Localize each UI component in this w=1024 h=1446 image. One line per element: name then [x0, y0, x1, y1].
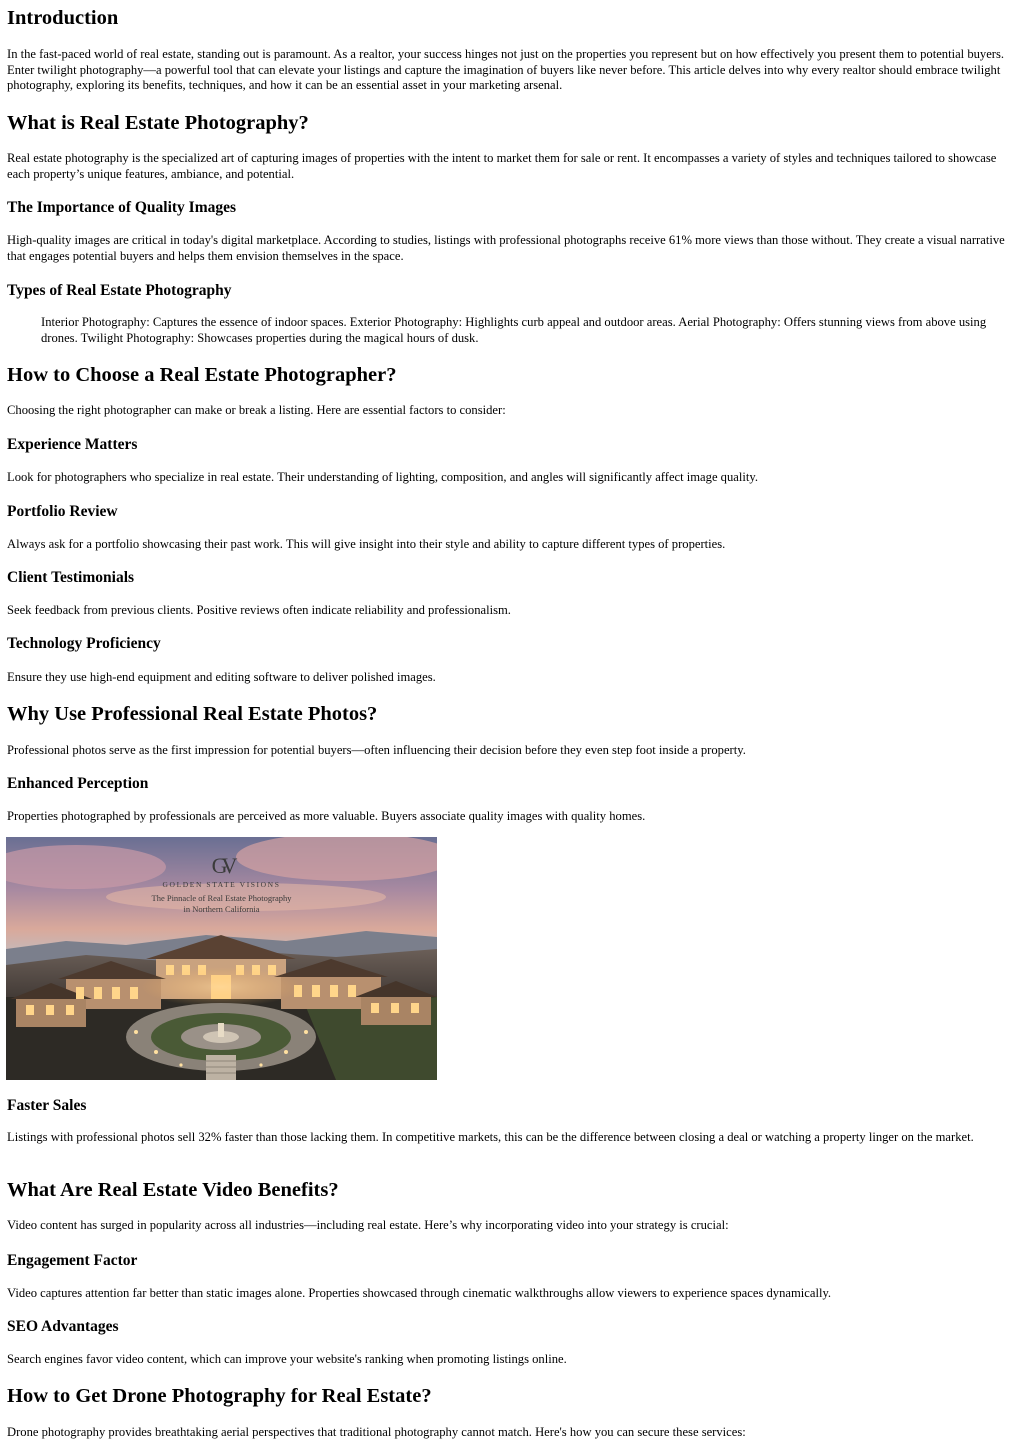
paragraph-engagement-factor: Video captures attention far better than static images alone. Properties showcased through cinematic walkthroughs allow viewers to experience spaces dynamically. — [7, 1286, 832, 1300]
blockquote-types-list: Interior Photography: Captures the essence of indoor spaces. Exterior Photography: Highlights curb appeal and outdoor areas. Aerial Photography: Offers stunning views from above using drones. Twilight Photography: Showcases properties during the magical hours of dusk. — [41, 315, 987, 345]
paragraph-enhanced-perception: Properties photographed by professionals are perceived as more valuable. Buyers associate quality images with quality homes. — [7, 809, 646, 823]
paragraph-experience-matters: Look for photographers who specialize in real estate. Their understanding of lighting, composition, and angles will significantly affect image quality. — [7, 470, 758, 484]
heading-seo-advantages: SEO Advantages — [7, 1318, 119, 1335]
heading-portfolio-review: Portfolio Review — [7, 503, 118, 520]
heading-video-benefits: What Are Real Estate Video Benefits? — [7, 1179, 339, 1201]
paragraph-introduction: In the fast-paced world of real estate, standing out is paramount. As a realtor, your success hinges not just on the properties you represent but on how effectively you present them to potential buyers. Enter twilight photography—a powerful tool that can elevate your listings and capture the imagination of buyers like never before. This article delves into why every realtor should embrace twilight photography, exploring its benefits, techniques, and how it can be an essential asset in your marketing arsenal. — [7, 47, 1005, 92]
brand-name: GOLDEN STATE VISIONS — [162, 880, 281, 889]
brand-tagline-line2: in Northern California — [183, 904, 260, 914]
heading-what-is-real-estate-photography: What is Real Estate Photography? — [7, 112, 309, 134]
paragraph-what-is-real-estate-photography: Real estate photography is the specialized art of capturing images of properties with the intent to market them for sale or rent. It encompasses a variety of styles and techniques tailored to showcase each property’s unique features, ambiance, and potential. — [7, 151, 997, 181]
paragraph-faster-sales: Listings with professional photos sell 32% faster than those lacking them. In competitive markets, this can be the difference between closing a deal or watching a property linger on the market. — [7, 1130, 974, 1144]
brand-tagline-line1: The Pinnacle of Real Estate Photography — [151, 893, 292, 903]
heading-technology-proficiency: Technology Proficiency — [7, 635, 161, 652]
brand-logo-mark: GV — [211, 853, 232, 878]
heading-enhanced-perception: Enhanced Perception — [7, 775, 149, 792]
heading-drone-photography: How to Get Drone Photography for Real Estate? — [7, 1385, 432, 1407]
paragraph-client-testimonials: Seek feedback from previous clients. Positive reviews often indicate reliability and professionalism. — [7, 603, 511, 617]
paragraph-why-use-professional-photos: Professional photos serve as the first impression for potential buyers—often influencing their decision before they even step foot inside a property. — [7, 743, 746, 757]
heading-engagement-factor: Engagement Factor — [7, 1252, 138, 1269]
brand-tagline — [6, 893, 437, 915]
heading-types-real-estate-photography: Types of Real Estate Photography — [7, 282, 232, 299]
heading-experience-matters: Experience Matters — [7, 436, 138, 453]
heading-faster-sales: Faster Sales — [7, 1097, 87, 1114]
heading-importance-quality-images: The Importance of Quality Images — [7, 199, 237, 216]
paragraph-seo-advantages: Search engines favor video content, which can improve your website's ranking when promoting listings online. — [7, 1352, 567, 1366]
twilight-estate-photo — [6, 837, 437, 1080]
paragraph-technology-proficiency: Ensure they use high-end equipment and editing software to deliver polished images. — [7, 670, 436, 684]
paragraph-importance-quality-images: High-quality images are critical in today's digital marketplace. According to studies, listings with professional photographs receive 61% more views than those without. They create a visual narrative that engages potential buyers and helps them envision themselves in the space. — [7, 233, 1005, 263]
paragraph-drone-photography: Drone photography provides breathtaking aerial perspectives that traditional photography cannot match. Here's how you can secure these services: — [7, 1425, 746, 1439]
heading-introduction: Introduction — [7, 7, 119, 29]
paragraph-choose-photographer: Choosing the right photographer can make or break a listing. Here are essential factors to consider: — [7, 403, 506, 417]
heading-choose-photographer: How to Choose a Real Estate Photographer? — [7, 364, 397, 386]
paragraph-video-benefits: Video content has surged in popularity across all industries—including real estate. Here’s why incorporating video into your strategy is crucial: — [7, 1218, 729, 1232]
heading-client-testimonials: Client Testimonials — [7, 569, 135, 586]
heading-why-use-professional-photos: Why Use Professional Real Estate Photos? — [7, 703, 378, 725]
paragraph-portfolio-review: Always ask for a portfolio showcasing their past work. This will give insight into their style and ability to capture different types of properties. — [7, 537, 726, 551]
